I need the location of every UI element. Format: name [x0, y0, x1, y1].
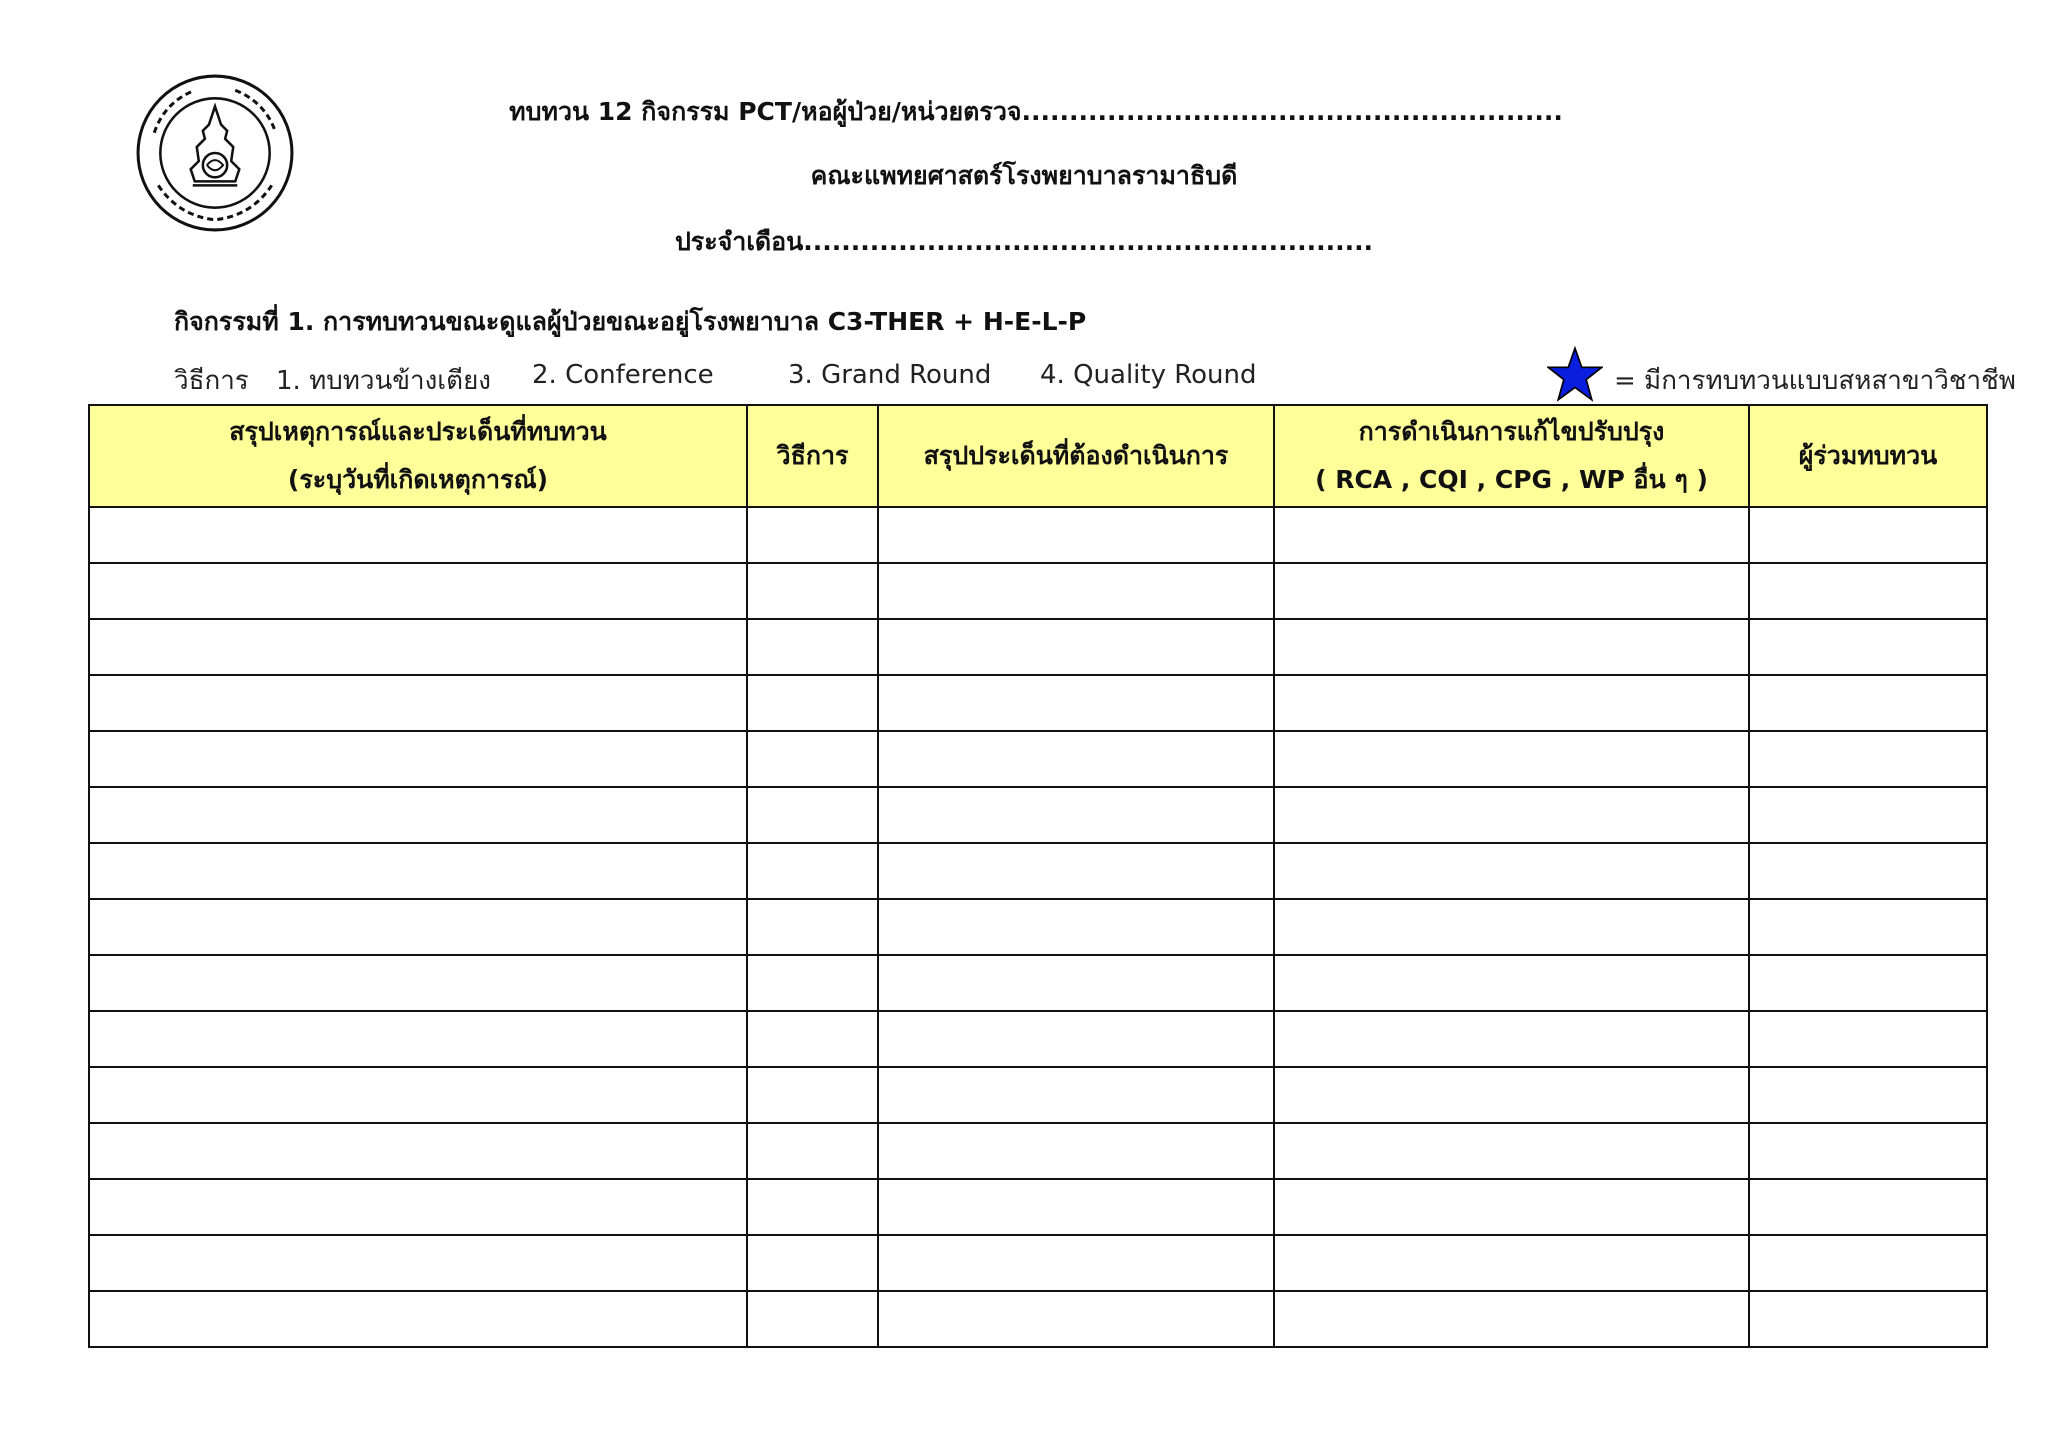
table-cell	[878, 1179, 1274, 1235]
table-cell	[878, 731, 1274, 787]
table-cell	[89, 675, 747, 731]
table-cell	[747, 1179, 878, 1235]
table-cell	[89, 507, 747, 563]
table-cell	[1749, 843, 1987, 899]
table-row	[89, 619, 1987, 675]
table-cell	[1749, 787, 1987, 843]
table-cell	[1274, 563, 1749, 619]
table-row	[89, 899, 1987, 955]
table-cell	[878, 675, 1274, 731]
table-cell	[878, 843, 1274, 899]
column-header-action-summary: สรุปประเด็นที่ต้องดำเนินการ	[878, 405, 1274, 507]
column-header-event-summary: สรุปเหตุการณ์และประเด็นที่ทบทวน (ระบุวันที่เกิดเหตุการณ์)	[89, 405, 747, 507]
table-cell	[878, 563, 1274, 619]
table-cell	[1749, 563, 1987, 619]
table-cell	[747, 843, 878, 899]
activity-title: กิจกรรมที่ 1. การทบทวนขณะดูแลผู้ป่วยขณะอยู่โรงพยาบาล C3-THER + H-E-L-P	[174, 307, 1087, 336]
table-cell	[1274, 675, 1749, 731]
table-cell	[1274, 955, 1749, 1011]
methods-label: วิธีการ	[174, 366, 249, 396]
table-cell	[747, 731, 878, 787]
table-cell	[1274, 1179, 1749, 1235]
table-row	[89, 1179, 1987, 1235]
table-cell	[1274, 1291, 1749, 1347]
table-cell	[747, 619, 878, 675]
table-row	[89, 563, 1987, 619]
table-cell	[89, 1179, 747, 1235]
table-cell	[747, 787, 878, 843]
table-row	[89, 787, 1987, 843]
table-cell	[1274, 1123, 1749, 1179]
table-cell	[1749, 955, 1987, 1011]
table-row	[89, 731, 1987, 787]
table-cell	[747, 899, 878, 955]
method-item-bedside: 1. ทบทวนข้างเตียง	[276, 366, 491, 396]
table-cell	[1749, 731, 1987, 787]
table-cell	[1749, 675, 1987, 731]
review-table	[88, 404, 1988, 1348]
table-cell	[89, 843, 747, 899]
table-cell	[1274, 1235, 1749, 1291]
table-row	[89, 1235, 1987, 1291]
star-icon	[1547, 346, 1603, 402]
table-row	[89, 1011, 1987, 1067]
table-cell	[1749, 1123, 1987, 1179]
table-cell	[1274, 1067, 1749, 1123]
table-row	[89, 675, 1987, 731]
table-cell	[747, 1123, 878, 1179]
table-cell	[89, 1235, 747, 1291]
table-cell	[1749, 1067, 1987, 1123]
table-cell	[89, 563, 747, 619]
table-cell	[1274, 731, 1749, 787]
method-item-conference: 2. Conference	[532, 360, 714, 390]
table-cell	[89, 955, 747, 1011]
table-cell	[747, 563, 878, 619]
legend-text: = มีการทบทวนแบบสหสาขาวิชาชีพ	[1614, 366, 2016, 396]
table-cell	[747, 675, 878, 731]
table-cell	[878, 507, 1274, 563]
column-header-reviewers: ผู้ร่วมทบทวน	[1749, 405, 1987, 507]
table-cell	[878, 1067, 1274, 1123]
table-cell	[1749, 1179, 1987, 1235]
table-cell	[89, 1291, 747, 1347]
method-item-grand-round: 3. Grand Round	[788, 360, 992, 390]
table-row	[89, 1123, 1987, 1179]
table-cell	[747, 955, 878, 1011]
table-cell	[878, 619, 1274, 675]
table-cell	[1274, 1011, 1749, 1067]
table-cell	[89, 619, 747, 675]
table-cell	[747, 507, 878, 563]
table-cell	[89, 1123, 747, 1179]
table-cell	[878, 1011, 1274, 1067]
table-cell	[747, 1235, 878, 1291]
table-cell	[878, 787, 1274, 843]
month-field: ประจำเดือน............................................................	[674, 227, 1374, 256]
table-cell	[1749, 619, 1987, 675]
table-cell	[1274, 787, 1749, 843]
methods-legend	[174, 360, 2016, 396]
table-row	[89, 955, 1987, 1011]
table-cell	[1274, 899, 1749, 955]
method-item-quality-round: 4. Quality Round	[1040, 360, 1257, 390]
table-cell	[747, 1291, 878, 1347]
table-cell	[1749, 899, 1987, 955]
column-header-improvement: การดำเนินการแก้ไขปรับปรุง ( RCA , CQI , CPG , WP อื่น ๆ )	[1274, 405, 1749, 507]
table-cell	[89, 731, 747, 787]
table-row	[89, 843, 1987, 899]
table-cell	[1749, 1235, 1987, 1291]
table-cell	[747, 1067, 878, 1123]
table-cell	[878, 1123, 1274, 1179]
table-cell	[878, 955, 1274, 1011]
table-body	[89, 507, 1987, 1347]
table-cell	[878, 1235, 1274, 1291]
table-row	[89, 1291, 1987, 1347]
table-cell	[1274, 507, 1749, 563]
column-header-method: วิธีการ	[747, 405, 878, 507]
table-header-row	[89, 405, 1987, 507]
table-row	[89, 507, 1987, 563]
table-cell	[1749, 1291, 1987, 1347]
table-cell	[89, 899, 747, 955]
table-cell	[1749, 507, 1987, 563]
table-cell	[747, 1011, 878, 1067]
table-cell	[89, 1011, 747, 1067]
table-row	[89, 1067, 1987, 1123]
table-cell	[878, 1291, 1274, 1347]
table-cell	[878, 899, 1274, 955]
table-cell	[89, 787, 747, 843]
table-cell	[1274, 619, 1749, 675]
table-cell	[1749, 1011, 1987, 1067]
form-title: ทบทวน 12 กิจกรรม PCT/หอผู้ป่วย/หน่วยตรวจ.........................................................	[509, 97, 1563, 126]
table-cell	[1274, 843, 1749, 899]
table-cell	[89, 1067, 747, 1123]
faculty-name: คณะแพทยศาสตร์โรงพยาบาลรามาธิบดี	[810, 161, 1238, 190]
